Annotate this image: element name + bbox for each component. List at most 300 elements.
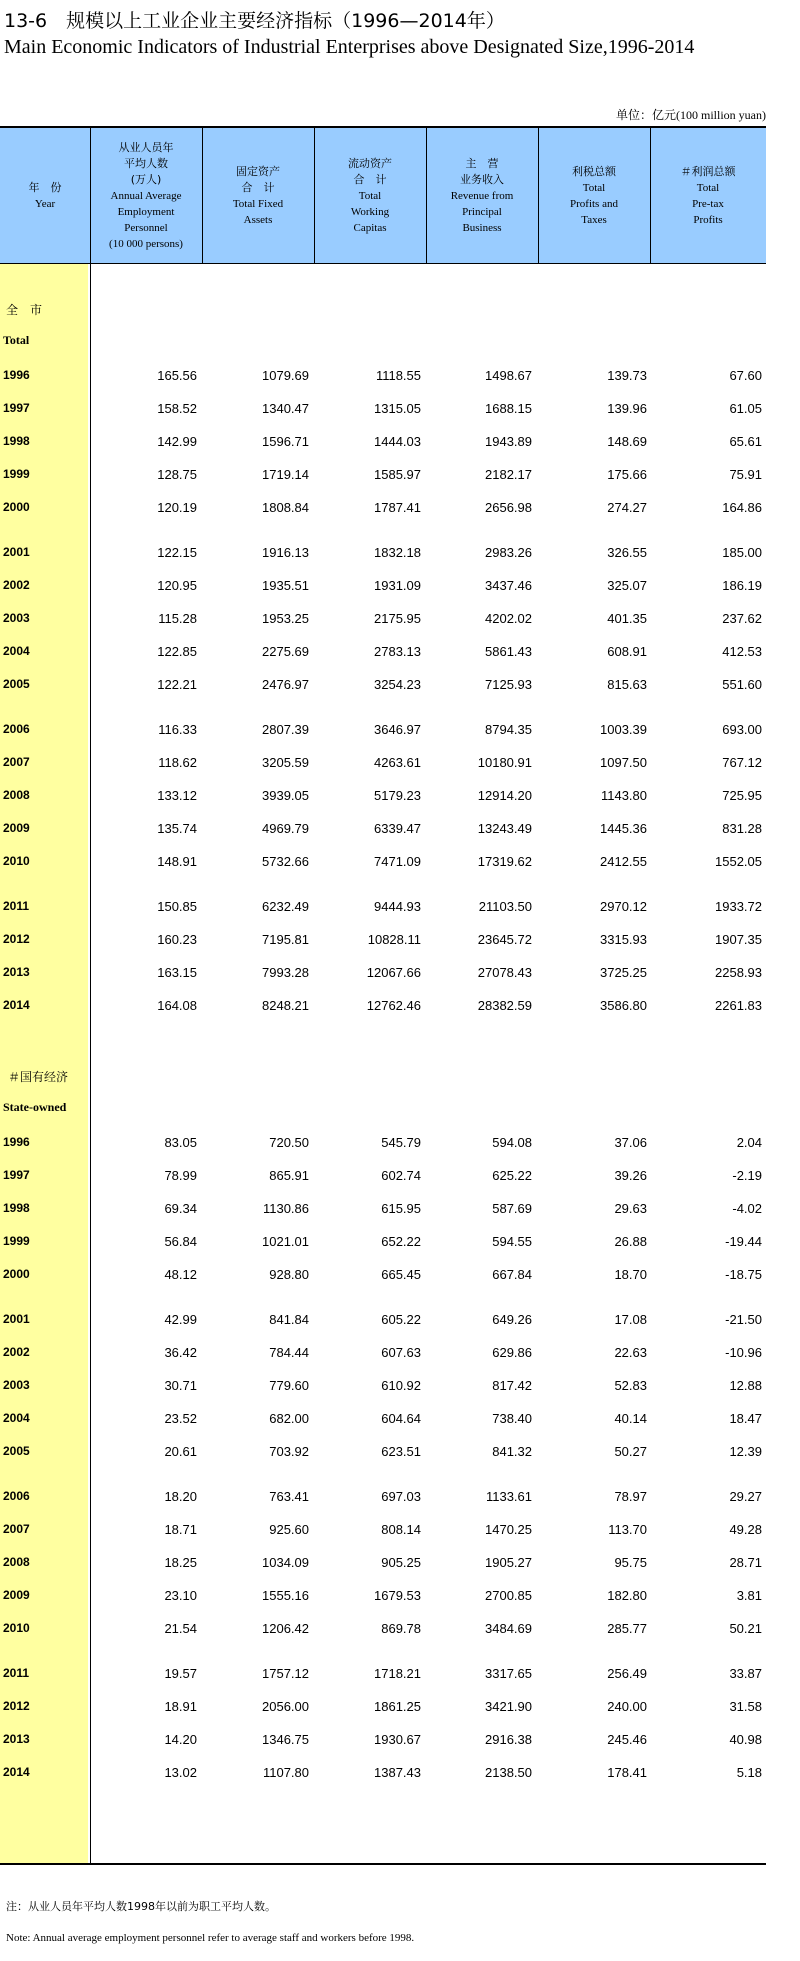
value-cell: 1679.53 <box>374 1588 421 1603</box>
value-cell: 2182.17 <box>485 467 532 482</box>
header-revenue-en2: Principal <box>462 205 502 218</box>
year-cell: 2001 <box>3 545 30 559</box>
value-cell: 7195.81 <box>262 932 309 947</box>
value-cell: 31.58 <box>729 1699 762 1714</box>
value-cell: 1021.01 <box>262 1234 309 1249</box>
value-cell: 2970.12 <box>600 899 647 914</box>
value-cell: 649.26 <box>492 1312 532 1327</box>
value-cell: 693.00 <box>722 722 762 737</box>
value-cell: 10180.91 <box>477 755 532 770</box>
value-cell: 182.80 <box>607 1588 647 1603</box>
table-row <box>0 962 766 984</box>
header-fixed-assets-cn1: 固定资产 <box>236 164 280 178</box>
value-cell: 18.47 <box>729 1411 762 1426</box>
value-cell: 1931.09 <box>374 578 421 593</box>
value-cell: 4969.79 <box>262 821 309 836</box>
value-cell: 1079.69 <box>262 368 309 383</box>
value-cell: 594.08 <box>492 1135 532 1150</box>
value-cell: 412.53 <box>722 644 762 659</box>
value-cell: 40.98 <box>729 1732 762 1747</box>
value-cell: 2258.93 <box>715 965 762 980</box>
value-cell: 5732.66 <box>262 854 309 869</box>
table-row <box>0 1696 766 1718</box>
table-row <box>0 1519 766 1541</box>
year-cell: 2003 <box>3 611 30 625</box>
table-row <box>0 608 766 630</box>
value-cell: 28382.59 <box>477 998 532 1013</box>
value-cell: 1943.89 <box>485 434 532 449</box>
value-cell: 841.84 <box>269 1312 309 1327</box>
value-cell: 1930.67 <box>374 1732 421 1747</box>
value-cell: 26.88 <box>614 1234 647 1249</box>
value-cell: 2656.98 <box>485 500 532 515</box>
page-title-cn: 13-6 规模以上工业企业主要经济指标（1996—2014年） <box>4 10 505 32</box>
value-cell: 1861.25 <box>374 1699 421 1714</box>
table-row <box>0 1729 766 1751</box>
value-cell: 1346.75 <box>262 1732 309 1747</box>
value-cell: 1470.25 <box>485 1522 532 1537</box>
value-cell: 784.44 <box>269 1345 309 1360</box>
value-cell: 115.28 <box>158 611 197 626</box>
header-employment <box>90 128 202 263</box>
value-cell: 12.39 <box>729 1444 762 1459</box>
value-cell: 325.07 <box>607 578 647 593</box>
value-cell: -10.96 <box>725 1345 762 1360</box>
value-cell: 65.61 <box>729 434 762 449</box>
value-cell: 8248.21 <box>262 998 309 1013</box>
value-cell: 113.70 <box>608 1522 647 1537</box>
value-cell: -4.02 <box>732 1201 762 1216</box>
value-cell: 1688.15 <box>485 401 532 416</box>
value-cell: 738.40 <box>492 1411 532 1426</box>
header-working-capital-en3: Capitas <box>353 221 387 234</box>
year-cell: 1999 <box>3 1234 30 1248</box>
header-bottom-rule <box>0 263 766 264</box>
value-cell: 1596.71 <box>262 434 309 449</box>
table-row <box>0 1309 766 1331</box>
value-cell: 12.88 <box>729 1378 762 1393</box>
table-top-rule <box>0 126 766 128</box>
year-cell: 1997 <box>3 1168 30 1182</box>
value-cell: 49.28 <box>729 1522 762 1537</box>
value-cell: 2807.39 <box>262 722 309 737</box>
value-cell: 808.14 <box>381 1522 421 1537</box>
value-cell: 667.84 <box>492 1267 532 1282</box>
year-cell: 2008 <box>3 1555 30 1569</box>
value-cell: 5861.43 <box>485 644 532 659</box>
value-cell: 274.27 <box>607 500 647 515</box>
value-cell: 2.04 <box>736 1135 762 1150</box>
value-cell: 1916.13 <box>262 545 309 560</box>
year-cell: 2013 <box>3 1732 30 1746</box>
value-cell: 1130.86 <box>262 1201 309 1216</box>
year-cell: 2013 <box>3 965 30 979</box>
value-cell: 1444.03 <box>374 434 421 449</box>
header-fixed-assets-cn2: 合 计 <box>241 180 275 194</box>
table-row <box>0 785 766 807</box>
value-cell: 116.33 <box>158 722 197 737</box>
value-cell: -21.50 <box>725 1312 762 1327</box>
year-cell: 2012 <box>3 932 30 946</box>
value-cell: 78.99 <box>164 1168 197 1183</box>
value-cell: 160.23 <box>157 932 197 947</box>
header-revenue <box>426 128 538 263</box>
table-row <box>0 1585 766 1607</box>
header-employment-en4: (10 000 persons) <box>109 237 183 250</box>
value-cell: 122.21 <box>157 677 197 692</box>
header-profits-taxes-cn1: 利税总额 <box>572 164 616 178</box>
table-row <box>0 431 766 453</box>
value-cell: 240.00 <box>607 1699 647 1714</box>
value-cell: 120.19 <box>157 500 197 515</box>
table-row <box>0 1231 766 1253</box>
value-cell: 12067.66 <box>366 965 421 980</box>
value-cell: 42.99 <box>164 1312 197 1327</box>
value-cell: 164.86 <box>722 500 762 515</box>
value-cell: -19.44 <box>725 1234 762 1249</box>
value-cell: 2175.95 <box>374 611 421 626</box>
value-cell: 815.63 <box>607 677 647 692</box>
value-cell: 925.60 <box>269 1522 309 1537</box>
value-cell: 18.20 <box>164 1489 197 1504</box>
value-cell: 23.10 <box>164 1588 197 1603</box>
value-cell: 21.54 <box>164 1621 197 1636</box>
table-row <box>0 1663 766 1685</box>
section-state-label-cn: ＃国有经济 <box>8 1070 69 1084</box>
value-cell: 3315.93 <box>600 932 647 947</box>
value-cell: 139.96 <box>607 401 647 416</box>
value-cell: 5.18 <box>736 1765 762 1780</box>
value-cell: 20.61 <box>164 1444 197 1459</box>
value-cell: 7993.28 <box>262 965 309 980</box>
year-cell: 2010 <box>3 1621 30 1635</box>
value-cell: 1133.61 <box>485 1489 532 1504</box>
value-cell: 37.06 <box>614 1135 647 1150</box>
header-working-capital-en2: Working <box>350 205 390 218</box>
table-row <box>0 818 766 840</box>
table-row <box>0 1762 766 1784</box>
year-cell: 2010 <box>3 854 30 868</box>
value-cell: 1118.55 <box>375 368 421 383</box>
year-cell: 2014 <box>3 998 30 1012</box>
value-cell: 118.62 <box>158 755 197 770</box>
year-cell: 2008 <box>3 788 30 802</box>
year-cell: 2004 <box>3 644 30 658</box>
table-row <box>0 674 766 696</box>
header-fixed-assets-en2: Assets <box>243 213 273 226</box>
value-cell: 1718.21 <box>374 1666 421 1681</box>
value-cell: 2275.69 <box>262 644 309 659</box>
value-cell: 164.08 <box>157 998 197 1013</box>
header-revenue-cn2: 业务收入 <box>460 172 504 186</box>
year-cell: 1999 <box>3 467 30 481</box>
value-cell: 18.71 <box>164 1522 197 1537</box>
value-cell: 725.95 <box>722 788 762 803</box>
header-fixed-assets <box>202 128 314 263</box>
header-working-capital <box>314 128 426 263</box>
value-cell: 665.45 <box>381 1267 421 1282</box>
value-cell: 545.79 <box>381 1135 421 1150</box>
unit-label <box>616 106 766 123</box>
year-cell: 2001 <box>3 1312 30 1326</box>
value-cell: 1907.35 <box>715 932 762 947</box>
value-cell: 602.74 <box>381 1168 421 1183</box>
value-cell: 52.83 <box>614 1378 647 1393</box>
value-cell: 30.71 <box>164 1378 197 1393</box>
table-row <box>0 575 766 597</box>
year-cell: 1997 <box>3 401 30 415</box>
year-cell: 1996 <box>3 1135 30 1149</box>
value-cell: 1808.84 <box>262 500 309 515</box>
value-cell: 135.74 <box>157 821 197 836</box>
value-cell: 1953.25 <box>262 611 309 626</box>
header-employment-en2: Employment <box>117 205 175 218</box>
value-cell: 150.85 <box>157 899 197 914</box>
year-cell: 1998 <box>3 1201 30 1215</box>
value-cell: 928.80 <box>269 1267 309 1282</box>
header-revenue-en3: Business <box>462 221 502 234</box>
year-cell: 2007 <box>3 1522 30 1536</box>
header-fixed-assets-en1: Total Fixed <box>232 197 284 210</box>
value-cell: 186.19 <box>722 578 762 593</box>
value-cell: 1555.16 <box>262 1588 309 1603</box>
value-cell: 128.75 <box>157 467 197 482</box>
value-cell: 1787.41 <box>374 500 421 515</box>
value-cell: 841.32 <box>492 1444 532 1459</box>
value-cell: 607.63 <box>381 1345 421 1360</box>
year-cell: 2011 <box>3 1666 30 1680</box>
value-cell: 285.77 <box>607 1621 647 1636</box>
value-cell: 869.78 <box>381 1621 421 1636</box>
value-cell: 615.95 <box>381 1201 421 1216</box>
table-row <box>0 995 766 1017</box>
value-cell: 8794.35 <box>485 722 532 737</box>
value-cell: 165.56 <box>157 368 197 383</box>
value-cell: 865.91 <box>269 1168 309 1183</box>
table-row <box>0 1618 766 1640</box>
value-cell: 3205.59 <box>262 755 309 770</box>
header-year-en: Year <box>34 197 56 210</box>
value-cell: 23645.72 <box>477 932 532 947</box>
value-cell: 608.91 <box>607 644 647 659</box>
table-row <box>0 1132 766 1154</box>
value-cell: 13.02 <box>164 1765 197 1780</box>
value-cell: 831.28 <box>722 821 762 836</box>
value-cell: 28.71 <box>729 1555 762 1570</box>
header-employment-cn1: 从业人员年 <box>118 140 174 154</box>
value-cell: 1143.80 <box>600 788 647 803</box>
header-pretax-profits-en2: Pre-tax <box>692 197 724 210</box>
value-cell: 17319.62 <box>477 854 532 869</box>
value-cell: 3254.23 <box>374 677 421 692</box>
table-row <box>0 1552 766 1574</box>
header-working-capital-cn2: 合 计 <box>353 172 387 186</box>
value-cell: 767.12 <box>722 755 762 770</box>
value-cell: 2476.97 <box>262 677 309 692</box>
value-cell: 56.84 <box>164 1234 197 1249</box>
value-cell: 83.05 <box>164 1135 197 1150</box>
value-cell: 122.85 <box>157 644 197 659</box>
value-cell: 779.60 <box>269 1378 309 1393</box>
value-cell: 1387.43 <box>374 1765 421 1780</box>
value-cell: 703.92 <box>269 1444 309 1459</box>
year-cell: 2006 <box>3 722 30 736</box>
value-cell: 50.27 <box>614 1444 647 1459</box>
value-cell: 1498.67 <box>485 368 532 383</box>
table-row <box>0 1441 766 1463</box>
value-cell: 3317.65 <box>485 1666 532 1681</box>
header-working-capital-en1: Total <box>358 189 382 202</box>
header-divider <box>90 128 91 263</box>
value-cell: 18.91 <box>164 1699 197 1714</box>
year-cell: 2011 <box>3 899 30 913</box>
value-cell: 148.69 <box>607 434 647 449</box>
value-cell: 21103.50 <box>478 899 532 914</box>
value-cell: 4263.61 <box>374 755 421 770</box>
value-cell: 1757.12 <box>262 1666 309 1681</box>
value-cell: 40.14 <box>614 1411 647 1426</box>
value-cell: 3484.69 <box>485 1621 532 1636</box>
value-cell: -2.19 <box>732 1168 762 1183</box>
header-pretax-profits-en3: Profits <box>693 213 723 226</box>
year-cell: 2005 <box>3 1444 30 1458</box>
value-cell: 13243.49 <box>477 821 532 836</box>
value-cell: 158.52 <box>157 401 197 416</box>
value-cell: 1935.51 <box>262 578 309 593</box>
header-employment-cn3: (万人) <box>130 172 162 186</box>
value-cell: 23.52 <box>164 1411 197 1426</box>
table-row <box>0 497 766 519</box>
value-cell: 17.08 <box>614 1312 647 1327</box>
value-cell: 1097.50 <box>600 755 647 770</box>
value-cell: 7471.09 <box>374 854 421 869</box>
value-cell: 1719.14 <box>262 467 309 482</box>
value-cell: 142.99 <box>157 434 197 449</box>
value-cell: 29.63 <box>614 1201 647 1216</box>
table-row <box>0 641 766 663</box>
header-divider <box>202 128 203 263</box>
section-total-label-en: Total <box>3 333 30 347</box>
table-row <box>0 1375 766 1397</box>
value-cell: -18.75 <box>725 1267 762 1282</box>
year-cell: 2007 <box>3 755 30 769</box>
header-divider <box>650 128 651 263</box>
year-cell: 2006 <box>3 1489 30 1503</box>
page-title-en: Main Economic Indicators of Industrial Enterprises above Designated Size,1996-2014 <box>4 36 695 58</box>
header-employment-cn2: 平均人数 <box>124 156 168 170</box>
header-divider <box>426 128 427 263</box>
value-cell: 3646.97 <box>374 722 421 737</box>
section-state-label-en: State-owned <box>3 1100 67 1114</box>
value-cell: 1905.27 <box>485 1555 532 1570</box>
value-cell: 2138.50 <box>485 1765 532 1780</box>
header-employment-en3: Personnel <box>124 221 168 234</box>
table-row <box>0 1342 766 1364</box>
value-cell: 3437.46 <box>485 578 532 593</box>
value-cell: 2261.83 <box>715 998 762 1013</box>
year-cell: 2012 <box>3 1699 30 1713</box>
year-cell: 2002 <box>3 578 30 592</box>
value-cell: 1445.36 <box>600 821 647 836</box>
year-cell: 2000 <box>3 1267 30 1281</box>
value-cell: 3725.25 <box>600 965 647 980</box>
header-profits-taxes-en2: Profits and <box>570 197 618 210</box>
value-cell: 905.25 <box>381 1555 421 1570</box>
value-cell: 625.22 <box>492 1168 532 1183</box>
value-cell: 5179.23 <box>374 788 421 803</box>
value-cell: 1832.18 <box>374 545 421 560</box>
value-cell: 163.15 <box>157 965 197 980</box>
value-cell: 22.63 <box>614 1345 647 1360</box>
header-employment-en1: Annual Average <box>110 189 182 202</box>
value-cell: 245.46 <box>607 1732 647 1747</box>
value-cell: 67.60 <box>729 368 762 383</box>
header-pretax-profits-cn1: ＃利润总额 <box>680 164 736 178</box>
value-cell: 623.51 <box>381 1444 421 1459</box>
table-row <box>0 398 766 420</box>
value-cell: 2700.85 <box>485 1588 532 1603</box>
value-cell: 2783.13 <box>374 644 421 659</box>
table-row <box>0 1198 766 1220</box>
value-cell: 1206.42 <box>262 1621 309 1636</box>
table-bottom-rule <box>0 1863 766 1865</box>
header-profits-taxes <box>538 128 650 263</box>
value-cell: 605.22 <box>381 1312 421 1327</box>
header-year-cn: 年 份 <box>28 180 62 194</box>
value-cell: 148.91 <box>157 854 197 869</box>
table-row <box>0 752 766 774</box>
year-cell: 2014 <box>3 1765 30 1779</box>
header-pretax-profits <box>650 128 766 263</box>
value-cell: 4202.02 <box>485 611 532 626</box>
value-cell: 39.26 <box>614 1168 647 1183</box>
value-cell: 95.75 <box>614 1555 647 1570</box>
value-cell: 122.15 <box>157 545 197 560</box>
value-cell: 763.41 <box>269 1489 309 1504</box>
table-row <box>0 719 766 741</box>
footnote-cn: 注：从业人员年平均人数1998年以前为职工平均人数。 <box>6 1900 276 1913</box>
value-cell: 29.27 <box>729 1489 762 1504</box>
value-cell: 3586.80 <box>600 998 647 1013</box>
value-cell: 36.42 <box>164 1345 197 1360</box>
table-row <box>0 464 766 486</box>
header-profits-taxes-en3: Taxes <box>581 213 607 226</box>
value-cell: 2983.26 <box>485 545 532 560</box>
value-cell: 69.34 <box>164 1201 197 1216</box>
value-cell: 326.55 <box>607 545 647 560</box>
unit-label-en: (100 million yuan) <box>676 108 766 122</box>
value-cell: 18.25 <box>164 1555 197 1570</box>
value-cell: 3939.05 <box>262 788 309 803</box>
table-row <box>0 1486 766 1508</box>
value-cell: 1107.80 <box>262 1765 309 1780</box>
value-cell: 6232.49 <box>262 899 309 914</box>
year-cell: 1998 <box>3 434 30 448</box>
value-cell: 610.92 <box>381 1378 421 1393</box>
value-cell: 1034.09 <box>262 1555 309 1570</box>
value-cell: 3.81 <box>736 1588 762 1603</box>
header-year <box>0 128 90 263</box>
value-cell: 3421.90 <box>485 1699 532 1714</box>
value-cell: 1003.39 <box>600 722 647 737</box>
year-cell: 2005 <box>3 677 30 691</box>
value-cell: 604.64 <box>381 1411 421 1426</box>
value-cell: 237.62 <box>722 611 762 626</box>
header-divider <box>314 128 315 263</box>
value-cell: 185.00 <box>722 545 762 560</box>
value-cell: 401.35 <box>607 611 647 626</box>
value-cell: 18.70 <box>614 1267 647 1282</box>
